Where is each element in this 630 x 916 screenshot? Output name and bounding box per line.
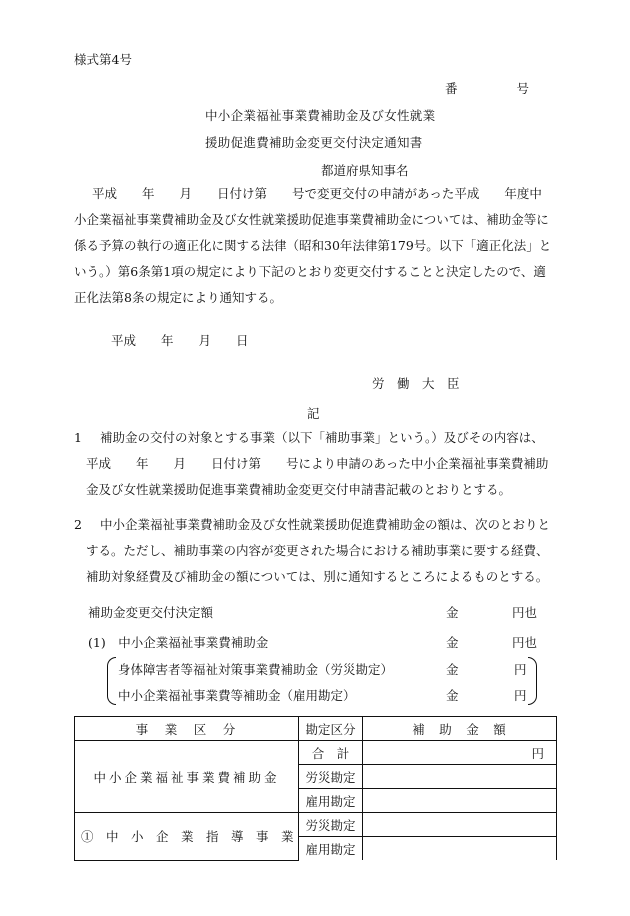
left-brace	[107, 657, 116, 705]
item-2-number: 2	[74, 517, 82, 532]
table-header-row	[75, 717, 557, 741]
right-brace	[528, 657, 537, 705]
amount-cell-total: 円	[363, 741, 557, 765]
amount-1-unit: 円也	[512, 635, 538, 650]
addressee: 都道府県知事名	[321, 163, 409, 178]
amount-total-kin: 金	[446, 605, 459, 620]
amount-rousai-label: 身体障害者等福祉対策事業費補助金（労災勘定）	[118, 662, 394, 677]
amount-rousai-unit: 円	[514, 662, 527, 677]
amount-koyou-kin: 金	[446, 688, 459, 703]
title-line-2: 援助促進費補助金変更交付決定通知書	[205, 135, 423, 150]
number-label-go: 号	[516, 81, 529, 96]
amount-total-unit: 円也	[512, 605, 538, 620]
amount-cell-koyou	[363, 789, 557, 813]
account-rousai-2: 労災勘定	[299, 813, 363, 837]
minister-name: 労 働 大 臣	[372, 376, 460, 391]
account-rousai: 労災勘定	[299, 765, 363, 789]
amount-total-label: 補助金変更交付決定額	[88, 605, 214, 620]
item-1-number: 1	[74, 430, 82, 445]
amount-koyou-unit: 円	[514, 688, 527, 703]
number-field	[445, 79, 529, 97]
amount-1-kin: 金	[446, 635, 459, 650]
body-paragraph: 平成 年 月 日付け第 号で変更交付の申請があった平成 年度中小企業福祉事業費補助金及び女性就業援助促進事業費補助金については、補助金等に係る予算の執行の適正化に関する法律（昭和30年法律第179号。以下「適正化法」という。）第6条第1項の規定により下記のとおり変更交付することと決定したので、適正化法第8条の規定により通知する。	[74, 186, 552, 305]
amount-rousai-kin: 金	[446, 662, 459, 677]
title-line-1: 中小企業福祉事業費補助金及び女性就業	[205, 108, 436, 123]
subsidy-table	[74, 716, 557, 861]
table-row	[75, 741, 557, 765]
form-number: 様式第4号	[74, 52, 132, 67]
amount-1-label: (1) 中小企業福祉事業費補助金	[88, 635, 269, 650]
account-koyou: 雇用勘定	[299, 789, 363, 813]
account-total: 合 計	[299, 741, 363, 765]
header-category: 事 業 区 分	[75, 717, 299, 741]
amount-cell-koyou-2	[363, 837, 557, 861]
group-2-label: ① 中 小 企 業 指 導 事 業	[75, 813, 299, 861]
item-2-body: 中小企業福祉事業費補助金及び女性就業援助促進費補助金の額は、次のとおりとする。ただし、補助事業の内容が変更された場合における補助事業に要する経費、補助対象経費及び補助金の額については、別に通知するところによるものとする。	[86, 517, 551, 584]
amount-cell-rousai	[363, 765, 557, 789]
notice-date: 平成 年 月 日	[111, 333, 249, 348]
amount-koyou-label: 中小企業福祉事業費等補助金（雇用勘定）	[118, 688, 356, 703]
ki-heading: 記	[307, 406, 320, 421]
amount-cell-rousai-2	[363, 813, 557, 837]
item-1-body: 補助金の交付の対象とする事業（以下「補助事業」という。）及びその内容は、平成 年 月 日付け第 号により申請のあった中小企業福祉事業費補助金及び女性就業援助促進事業費補助金変更交付申請書記載のとおりとする。	[86, 430, 549, 497]
number-label-ban: 番	[445, 81, 458, 96]
header-amount: 補 助 金 額	[363, 717, 557, 741]
group-1-label: 中小企業福祉事業費補助金	[75, 741, 299, 813]
account-koyou-2: 雇用勘定	[299, 837, 363, 861]
header-account: 勘定区分	[299, 717, 363, 741]
table-row	[75, 813, 557, 837]
